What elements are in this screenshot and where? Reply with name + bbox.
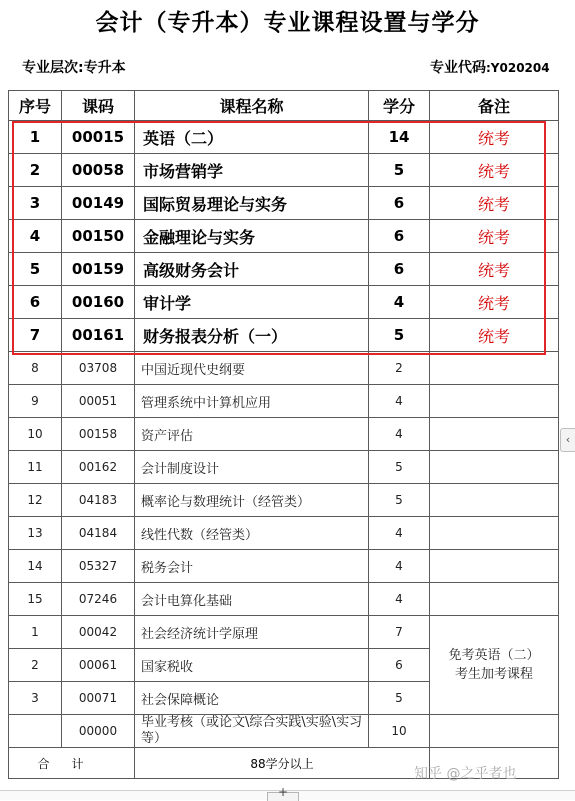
row-name: 线性代数（经管类） — [135, 517, 369, 550]
row-note — [430, 418, 559, 451]
row-no: 5 — [9, 253, 62, 286]
row-code: 07246 — [62, 583, 135, 616]
row-no: 6 — [9, 286, 62, 319]
total-value: 88学分以上 — [135, 748, 430, 779]
row-code: 00000 — [62, 715, 135, 748]
table-row — [9, 484, 559, 517]
row-name: 资产评估 — [135, 418, 369, 451]
row-credit: 5 — [369, 451, 430, 484]
table-row — [9, 220, 559, 253]
row-credit: 4 — [369, 385, 430, 418]
table-header-row — [9, 91, 559, 121]
row-credit: 6 — [369, 220, 430, 253]
row-name: 社会保障概论 — [135, 682, 369, 715]
row-credit: 5 — [369, 682, 430, 715]
row-no: 4 — [9, 220, 62, 253]
row-name: 概率论与数理统计（经管类） — [135, 484, 369, 517]
row-note: 统考 — [430, 121, 559, 154]
table-row — [9, 352, 559, 385]
row-code: 00160 — [62, 286, 135, 319]
row-credit: 5 — [369, 319, 430, 352]
row-no: 7 — [9, 319, 62, 352]
row-credit: 4 — [369, 517, 430, 550]
row-credit: 4 — [369, 286, 430, 319]
row-code: 04184 — [62, 517, 135, 550]
row-name: 英语（二） — [135, 121, 369, 154]
row-name: 毕业考核（或论文\综合实践\实验\实习等） — [135, 715, 369, 748]
row-no: 8 — [9, 352, 62, 385]
row-note — [430, 451, 559, 484]
row-name: 中国近现代史纲要 — [135, 352, 369, 385]
row-credit: 4 — [369, 418, 430, 451]
row-note: 统考 — [430, 319, 559, 352]
row-no: 2 — [9, 154, 62, 187]
chevron-left-icon: ‹ — [565, 433, 571, 446]
row-credit: 6 — [369, 253, 430, 286]
major-code-label: 专业代码 — [430, 60, 486, 76]
major-level-value: :专升本 — [78, 60, 126, 76]
row-no: 10 — [9, 418, 62, 451]
plus-icon[interactable]: + — [278, 785, 289, 799]
row-credit: 6 — [369, 187, 430, 220]
table-row — [9, 385, 559, 418]
table-row-thesis — [9, 715, 559, 748]
row-credit: 14 — [369, 121, 430, 154]
row-credit: 6 — [369, 649, 430, 682]
row-code: 00051 — [62, 385, 135, 418]
row-code: 03708 — [62, 352, 135, 385]
row-note: 统考 — [430, 154, 559, 187]
row-note: 统考 — [430, 253, 559, 286]
table-row — [9, 616, 559, 649]
row-note: 统考 — [430, 187, 559, 220]
row-no: 13 — [9, 517, 62, 550]
row-credit: 7 — [369, 616, 430, 649]
row-name: 税务会计 — [135, 550, 369, 583]
header-no: 序号 — [9, 91, 62, 121]
row-code: 00161 — [62, 319, 135, 352]
major-level — [22, 57, 126, 77]
row-credit: 2 — [369, 352, 430, 385]
row-name: 高级财务会计 — [135, 253, 369, 286]
row-code: 00149 — [62, 187, 135, 220]
table-row — [9, 319, 559, 352]
row-credit: 4 — [369, 550, 430, 583]
row-note — [430, 517, 559, 550]
row-code: 05327 — [62, 550, 135, 583]
row-name: 会计电算化基础 — [135, 583, 369, 616]
header-note: 备注 — [430, 91, 559, 121]
major-level-label: 专业层次 — [22, 60, 78, 76]
row-no: 15 — [9, 583, 62, 616]
major-code-value: :Y020204 — [486, 61, 550, 75]
row-name: 国际贸易理论与实务 — [135, 187, 369, 220]
row-no: 12 — [9, 484, 62, 517]
row-no: 2 — [9, 649, 62, 682]
row-code: 00159 — [62, 253, 135, 286]
row-credit: 10 — [369, 715, 430, 748]
row-code: 00042 — [62, 616, 135, 649]
row-name: 社会经济统计学原理 — [135, 616, 369, 649]
exempt-note-line1: 免考英语（二） — [448, 648, 540, 663]
table-row — [9, 451, 559, 484]
row-credit: 5 — [369, 154, 430, 187]
course-table — [8, 90, 559, 779]
table-row — [9, 154, 559, 187]
row-note — [430, 550, 559, 583]
exempt-note — [430, 616, 559, 715]
table-row — [9, 121, 559, 154]
watermark: 知乎 @之乎者也 — [414, 766, 517, 782]
header-code: 课码 — [62, 91, 135, 121]
row-note: 统考 — [430, 286, 559, 319]
table-row — [9, 286, 559, 319]
row-no: 3 — [9, 682, 62, 715]
row-no: 14 — [9, 550, 62, 583]
row-code: 00061 — [62, 649, 135, 682]
row-note — [430, 385, 559, 418]
row-no: 11 — [9, 451, 62, 484]
row-name: 金融理论与实务 — [135, 220, 369, 253]
table-row — [9, 583, 559, 616]
table-row — [9, 418, 559, 451]
row-name: 国家税收 — [135, 649, 369, 682]
row-code: 04183 — [62, 484, 135, 517]
row-name: 审计学 — [135, 286, 369, 319]
row-name: 市场营销学 — [135, 154, 369, 187]
header-credit: 学分 — [369, 91, 430, 121]
major-code — [430, 57, 550, 77]
row-note — [430, 583, 559, 616]
table-row — [9, 253, 559, 286]
total-label: 合计 — [9, 748, 135, 779]
table-row — [9, 187, 559, 220]
table-row — [9, 550, 559, 583]
row-name: 会计制度设计 — [135, 451, 369, 484]
row-note — [430, 484, 559, 517]
row-code: 00071 — [62, 682, 135, 715]
row-no: 3 — [9, 187, 62, 220]
header-name: 课程名称 — [135, 91, 369, 121]
exempt-note-line2: 考生加考课程 — [454, 667, 533, 682]
row-no: 1 — [9, 616, 62, 649]
row-note: 统考 — [430, 220, 559, 253]
row-code: 00015 — [62, 121, 135, 154]
row-code: 00162 — [62, 451, 135, 484]
row-no: 9 — [9, 385, 62, 418]
row-name: 财务报表分析（一） — [135, 319, 369, 352]
row-name: 管理系统中计算机应用 — [135, 385, 369, 418]
side-scroll-handle[interactable] — [560, 428, 575, 452]
row-no: 1 — [9, 121, 62, 154]
row-note — [430, 352, 559, 385]
row-code: 00150 — [62, 220, 135, 253]
table-row — [9, 517, 559, 550]
row-note — [430, 715, 559, 748]
row-no — [9, 715, 62, 748]
row-credit: 5 — [369, 484, 430, 517]
row-credit: 4 — [369, 583, 430, 616]
row-code: 00158 — [62, 418, 135, 451]
page-title: 会计（专升本）专业课程设置与学分 — [95, 10, 480, 36]
row-code: 00058 — [62, 154, 135, 187]
